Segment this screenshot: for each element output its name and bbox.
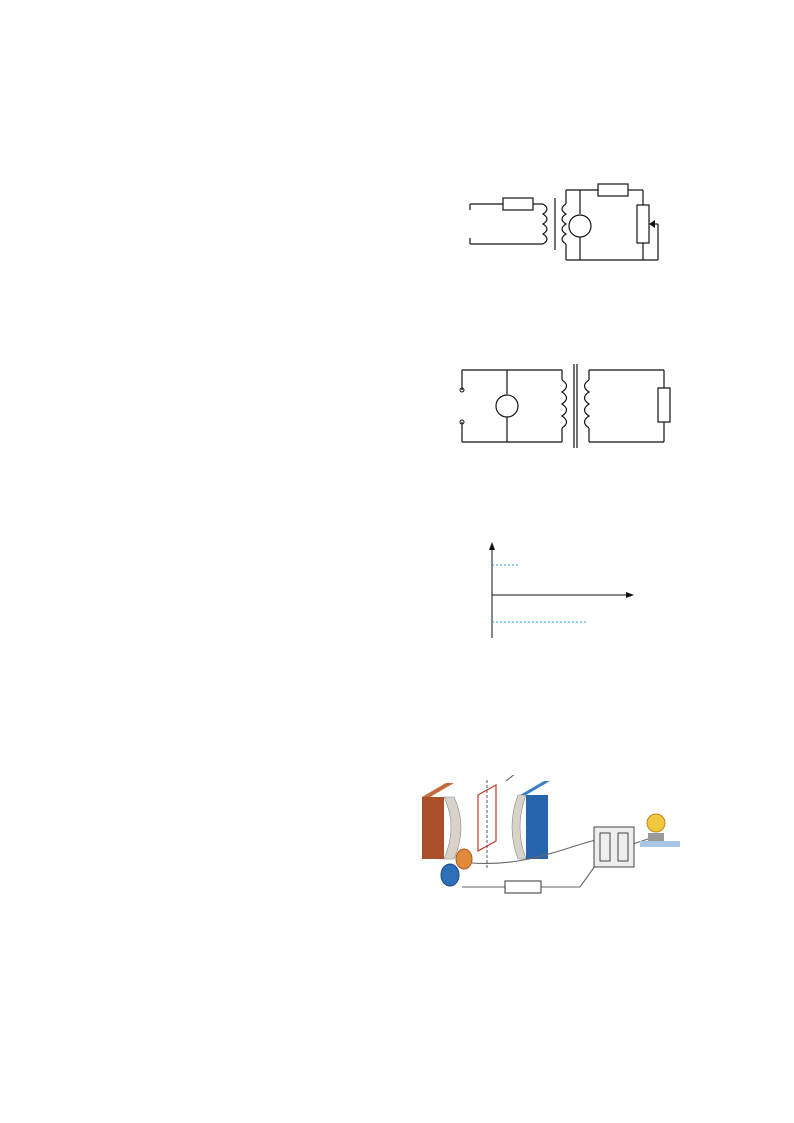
q10-transformer-figure	[452, 360, 682, 450]
q9-circuit-figure	[448, 160, 678, 270]
q11-voltage-chart	[452, 538, 692, 638]
q12-generator-figure	[410, 775, 700, 910]
